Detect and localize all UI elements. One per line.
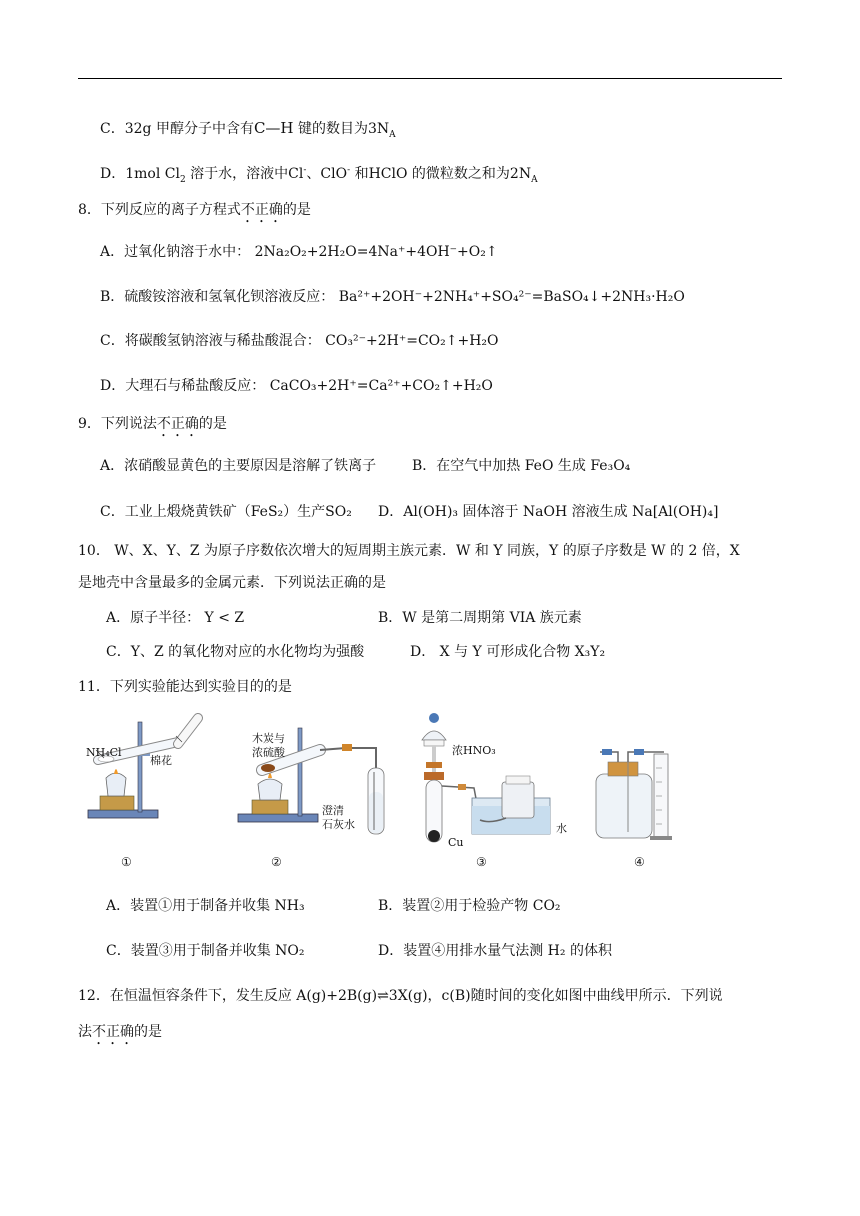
q7-option-c: C．32g 甲醇分子中含有C—H 键的数目为$3N_A$ [100,119,396,140]
q11-stem: 11．下列实验能达到实验目的的是 [78,679,292,695]
q10-option-b: B．W 是第二周期第 VIA 族元素 [378,610,582,626]
q10-stem-line1: 10． W、X、Y、Z 为原子序数依次增大的短周期主族元素．W 和 Y 同族，Y 的原子序数是 W 的 2 倍，X [78,543,740,559]
q8-option-b: B．硫酸铵溶液和氢氧化钡溶液反应： Ba²⁺+2OH⁻+2NH₄⁺+SO₄²⁻=BaSO₄↓+2NH₃·H₂O [100,289,685,305]
q8-stem: 8．下列反应的离子方程式不正确的是 [78,202,311,218]
figure-number-1: ① [121,855,132,869]
apparatus-1-figure [78,712,208,840]
q10-option-c: C．Y、Z 的氧化物对应的水化物均为强酸 [106,644,365,660]
label-limewater-line2: 石灰水 [322,818,355,831]
q9-option-c: C．工业上煅烧黄铁矿（FeS₂）生产SO₂ [100,504,352,520]
q12-stem-line1: 12．在恒温恒容条件下，发生反应 A(g)+2B(g)⇌3X(g)，c(B)随时间的变化如图中曲线甲所示．下列说 [78,988,723,1004]
q7-option-d: D．1mol $Cl_2$ 溶于水，溶液中Cl-、ClO- 和HClO 的微粒数之和为$2N_A$ [100,165,538,185]
q8-option-d: D．大理石与稀盐酸反应： CaCO₃+2H⁺=Ca²⁺+CO₂↑+H₂O [100,378,493,394]
label-limewater-line1: 澄清 [322,804,344,817]
header-rule [78,78,782,79]
apparatus-4-figure [590,748,680,844]
figure-number-4: ④ [634,855,645,869]
q11-option-a: A．装置①用于制备并收集 NH₃ [106,898,305,914]
q11-option-b: B．装置②用于检验产物 CO₂ [378,898,561,914]
label-water: 水 [556,822,567,835]
label-cotton: 棉花 [150,754,172,767]
q12-stem-line2: 法不正确的是 [78,1024,162,1040]
figure-number-2: ② [271,855,282,869]
label-charcoal-line2: 浓硫酸 [252,746,285,759]
label-cu: Cu [448,836,464,849]
q9-option-d: D．Al(OH)₃ 固体溶于 NaOH 溶液生成 Na[Al(OH)₄] [378,504,719,520]
q8-option-c: C．将碳酸氢钠溶液与稀盐酸混合： CO₃²⁻+2H⁺=CO₂↑+H₂O [100,333,499,349]
q10-option-d: D． X 与 Y 可形成化合物 X₃Y₂ [410,644,606,660]
figure-number-3: ③ [476,855,487,869]
q8-option-a: A．过氧化钠溶于水中： 2Na₂O₂+2H₂O=4Na⁺+4OH⁻+O₂↑ [100,244,498,260]
label-conc-hno3: 浓HNO₃ [452,744,496,757]
label-charcoal-line1: 木炭与 [252,732,285,745]
apparatus-3-figure [410,710,560,845]
q9-option-b: B．在空气中加热 FeO 生成 Fe₃O₄ [412,458,631,474]
q11-option-d: D．装置④用排水量气法测 H₂ 的体积 [378,943,612,959]
q10-option-a: A．原子半径： Y < Z [106,610,245,626]
q9-stem: 9．下列说法不正确的是 [78,416,227,432]
q11-option-c: C．装置③用于制备并收集 NO₂ [106,943,305,959]
label-nh4cl: NH₄Cl [86,746,122,759]
q10-stem-line2: 是地壳中含量最多的金属元素．下列说法正确的是 [78,575,386,591]
q9-option-a: A．浓硝酸显黄色的主要原因是溶解了铁离子 [100,458,377,474]
